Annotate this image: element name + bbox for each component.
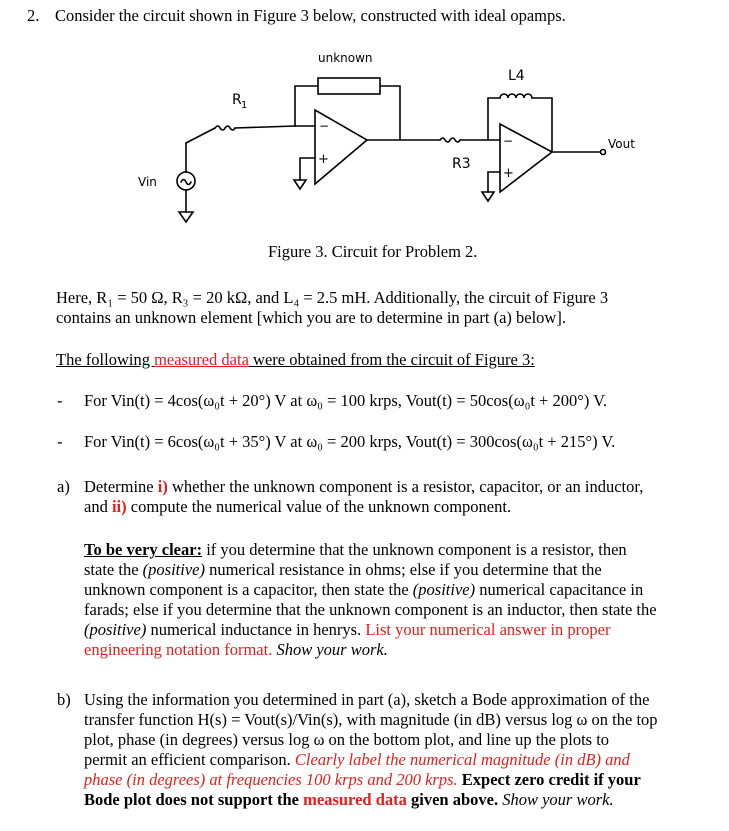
b-l6-c: given above. [406, 790, 503, 809]
part-a-l2-b: ii) [111, 497, 127, 516]
clear-line-2 [84, 560, 602, 579]
bullet-dash-1: - [57, 391, 63, 410]
c6-a: engineering notation format. [84, 640, 273, 659]
clear-a: To be very clear: [84, 540, 203, 559]
r1-sub-label: 1 [241, 100, 248, 111]
opamp1-minus: − [319, 119, 330, 133]
vin-label: Vin [138, 175, 157, 189]
bullet-dash-2: - [57, 432, 63, 451]
opamp2-minus: − [503, 134, 514, 148]
c2-c: numerical resistance in ohms; else if you determine that the [204, 560, 602, 579]
r3-resistor [440, 138, 460, 142]
part-a-l2-a: and [84, 497, 112, 516]
r3-label: R3 [452, 156, 471, 172]
part-b-label: b) [57, 690, 71, 709]
clear-b: if you determine that the unknown component is a resistor, then [202, 540, 627, 559]
ground-symbol-1 [179, 212, 193, 222]
part-b-line-3: plot, phase (in degrees) versus log ω on the bottom plot, and line up the plots to [84, 730, 610, 749]
unknown-label: unknown [318, 51, 373, 65]
given-line-2: contains an unknown element [which you are to determine in part (a) below]. [56, 308, 566, 327]
part-a-line-1 [84, 477, 643, 496]
c2-a: state the [84, 560, 143, 579]
c5-c: List your numerical answer in proper [365, 620, 611, 639]
ground-symbol-2 [294, 180, 306, 189]
part-b-line-5 [84, 770, 641, 789]
c2-b: (positive) [142, 560, 205, 579]
clear-line-5 [84, 620, 610, 639]
b-l5-a: phase (in degrees) at frequencies 100 krps and 200 krps. [84, 770, 458, 789]
problem-number: 2. [27, 6, 40, 25]
c6-c: Show your work. [276, 640, 388, 659]
part-a-l1-c: whether the unknown component is a resistor, capacitor, or an inductor, [167, 477, 644, 496]
unknown-element [318, 78, 380, 94]
part-b-line-2: transfer function H(s) = Vout(s)/Vin(s), with magnitude (in dB) versus log ω on the top [84, 710, 658, 729]
part-a-l2-c: compute the numerical value of the unknown component. [126, 497, 512, 516]
c3-a: unknown component is a capacitor, then state the [84, 580, 413, 599]
b-l4-b: Clearly label the numerical magnitude (in dB) and [294, 750, 630, 769]
vout-terminal [601, 150, 606, 155]
c3-c: numerical capacitance in [475, 580, 644, 599]
opamp1-plus: + [318, 152, 329, 167]
clear-line-1 [84, 540, 627, 559]
circuit-diagram [0, 0, 729, 240]
given-line-1: Here, R₁ = 50 Ω, R₃ = 20 kΩ, and L₄ = 2.5 mH. Additionally, the circuit of Figure 3 [56, 288, 609, 307]
c5-b: numerical inductance in henrys. [146, 620, 366, 639]
measured-item-1: For Vin(t) = 4cos(ω₀t + 20°) V at ω₀ = 100 krps, Vout(t) = 50cos(ω₀t + 200°) V. [84, 391, 608, 410]
r1-resistor [215, 126, 235, 130]
l4-label: L4 [508, 68, 525, 84]
b-l6-d: Show your work. [502, 790, 614, 809]
part-b-line-6 [84, 790, 614, 809]
b-l5-b: Expect zero credit if your [457, 770, 641, 789]
part-a-l1-a: Determine [84, 477, 158, 496]
clear-line-6 [84, 640, 388, 659]
figure-caption: Figure 3. Circuit for Problem 2. [268, 242, 478, 261]
ground-symbol-3 [482, 192, 494, 201]
c3-b: (positive) [412, 580, 476, 599]
l4-inductor [500, 94, 532, 98]
measured-intro-c: were obtained from the circuit of Figure 3: [248, 350, 535, 369]
part-a-line-2 [84, 497, 511, 516]
r1-label: R [232, 92, 242, 108]
b-l6-b: measured data [303, 790, 407, 809]
b-l4-a: permit an efficient comparison. [84, 750, 295, 769]
c5-a: (positive) [84, 620, 147, 639]
measured-item-2: For Vin(t) = 6cos(ω₀t + 35°) V at ω₀ = 200 krps, Vout(t) = 300cos(ω₀t + 215°) V. [84, 432, 616, 451]
problem-statement: Consider the circuit shown in Figure 3 below, constructed with ideal opamps. [55, 6, 566, 25]
measured-intro [56, 350, 535, 369]
part-b-line-1: Using the information you determined in part (a), sketch a Bode approximation of the [84, 690, 650, 709]
part-b-line-4 [84, 750, 630, 769]
clear-line-4: farads; else if you determine that the unknown component is an inductor, then state the [84, 600, 657, 619]
vout-label: Vout [608, 137, 635, 151]
part-a-label: a) [57, 477, 70, 496]
opamp2-plus: + [503, 166, 514, 181]
b-l6-a: Bode plot does not support the [84, 790, 304, 809]
part-a-l1-b: i) [157, 477, 168, 496]
clear-line-3 [84, 580, 643, 599]
measured-intro-a: The following [56, 350, 155, 369]
measured-intro-b: measured data [154, 350, 249, 369]
